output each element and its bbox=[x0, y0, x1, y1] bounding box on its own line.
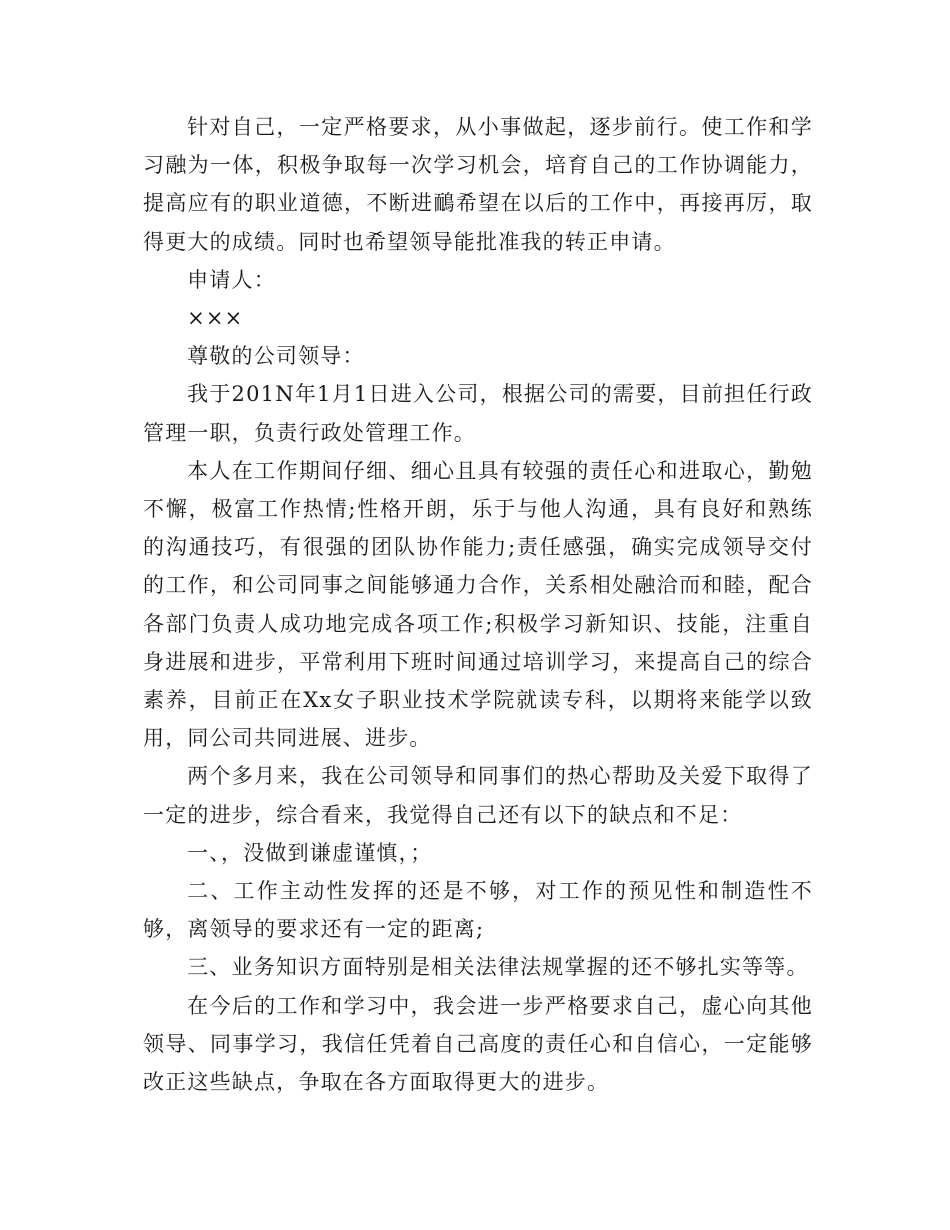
shortcoming-item-3: 三、业务知识方面特别是相关法律法规掌握的还不够扎实等等。 bbox=[187, 955, 809, 980]
shortcoming-item-2: 二、工作主动性发挥的还是不够，对工作的预见性和制造性不够，离领导的要求还有一定的距离; bbox=[143, 879, 813, 942]
applicant-label: 申请人： bbox=[187, 267, 276, 292]
document-body bbox=[143, 108, 813, 1101]
paragraph-performance: 本人在工作期间仔细、细心且具有较强的责任心和进取心，勤勉不懈，极富工作热情;性格开朗，乐于与他人沟通，具有良好和熟练的沟通技巧，有很强的团队协作能力;责任感强，确实完成领导交付的工作，和公司同事之间能够通力合作，关系相处融洽而和睦，配合各部门负责人成功地完成各项工作;积极学习新知识、技能，注重自身进展和进步，平常利用下班时间通过培训学习，来提高自己的综合素养，目前正在Xx女子职业技术学院就读专科，以期将来能学以致用，同公司共同进展、进步。 bbox=[143, 458, 813, 751]
salutation: 尊敬的公司领导： bbox=[187, 344, 365, 369]
paragraph-position: 我于201N年1月1日进入公司，根据公司的需要，目前担任行政管理一职，负责行政处管理工作。 bbox=[143, 382, 813, 445]
paragraph-shortcomings-intro: 两个多月来，我在公司领导和同事们的热心帮助及关爱下取得了一定的进步，综合看来，我觉得自己还有以下的缺点和不足： bbox=[143, 764, 813, 827]
shortcoming-item-1: 一、，没做到谦虚谨慎，； bbox=[187, 840, 433, 865]
paragraph-future-plan: 在今后的工作和学习中，我会进一步严格要求自己，虚心向其他领导、同事学习，我信任凭着自己高度的责任心和自信心，一定能够改正这些缺点，争取在各方面取得更大的进步。 bbox=[143, 993, 813, 1095]
applicant-name: ××× bbox=[187, 306, 244, 331]
paragraph-closing-commitment: 针对自己，一定严格要求，从小事做起，逐步前行。使工作和学习融为一体，积极争取每一次学习机会，培育自己的工作协调能力，提高应有的职业道德，不断进鴯希望在以后的工作中，再接再厉，取得更大的成绩。同时也希望领导能批准我的转正申请。 bbox=[143, 115, 813, 254]
